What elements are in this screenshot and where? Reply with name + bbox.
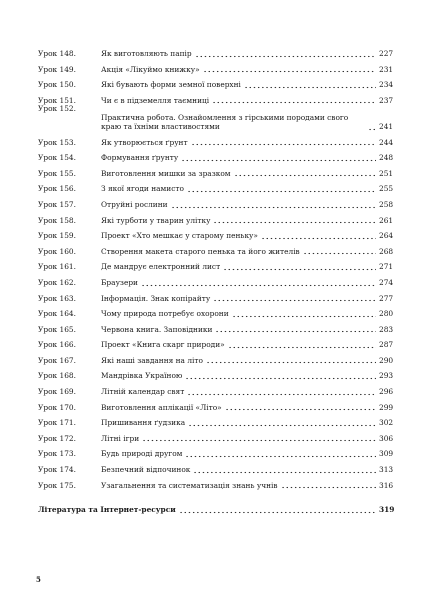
page-number: 316 (379, 480, 394, 490)
lesson-number: Урок 171. (38, 418, 76, 428)
lesson-number: Урок 150. (38, 80, 76, 90)
page-number: 299 (379, 402, 394, 412)
lesson-title: Червона книга. Заповідники (101, 324, 213, 334)
toc-entry (38, 147, 393, 163)
lesson-number: Урок 174. (38, 465, 76, 475)
dot-leader (193, 468, 376, 474)
lesson-number: Урок 158. (38, 215, 76, 225)
dot-leader (212, 98, 376, 104)
toc-entry-literature (38, 499, 393, 515)
dot-leader (261, 234, 376, 240)
lesson-number: Урок 169. (38, 387, 76, 397)
toc-entry (38, 412, 393, 428)
dot-leader (232, 312, 376, 318)
toc-entry (38, 210, 393, 226)
dot-leader (188, 421, 376, 427)
lesson-number: Урок 170. (38, 402, 76, 412)
page-number: 231 (379, 64, 394, 74)
page-number: 258 (379, 199, 394, 209)
page-number: 268 (379, 246, 394, 256)
page-number: 274 (379, 277, 394, 287)
dot-leader (195, 52, 376, 58)
toc-entry (38, 105, 393, 131)
dot-leader (179, 508, 376, 514)
toc-entry (38, 43, 393, 59)
dot-leader (187, 187, 376, 193)
page-number: 309 (379, 449, 394, 459)
toc-entry (38, 194, 393, 210)
lesson-number: Урок 161. (38, 262, 76, 272)
page-number: 227 (379, 49, 394, 58)
section-gap (38, 490, 393, 499)
lesson-number: Урок 160. (38, 246, 76, 256)
toc-entry (38, 443, 393, 459)
page-number: 248 (379, 153, 394, 163)
lesson-number: Урок 159. (38, 231, 76, 241)
dot-leader (142, 436, 376, 442)
footer-page-number: 5 (36, 575, 41, 584)
toc-entry (38, 90, 393, 106)
lesson-number: Урок 167. (38, 355, 76, 365)
dot-leader (141, 281, 376, 287)
lesson-title: Виготовлення аплікації «Літо» (101, 402, 222, 412)
toc-entry (38, 163, 393, 179)
dot-leader (303, 249, 376, 255)
lesson-title: Створення макета старого пенька та його жителів (101, 246, 300, 256)
toc-entry (38, 288, 393, 304)
dot-leader (185, 452, 376, 458)
lesson-number: Урок 153. (38, 137, 76, 147)
page-number: 319 (379, 505, 395, 515)
page-number: 280 (379, 309, 394, 319)
lesson-title: З якої ягоди намисто (101, 184, 184, 194)
lesson-title: Які бувають форми земної поверхні (101, 80, 241, 90)
dot-leader (191, 140, 376, 146)
page-number: 264 (379, 231, 394, 241)
dot-leader (281, 483, 376, 489)
toc-entry (38, 459, 393, 475)
lesson-title: Безпечний відпочинок (101, 465, 191, 475)
lesson-title: Як виготовляють папір (101, 49, 192, 58)
lesson-title: Проект «Книга скарг природи» (101, 340, 225, 350)
lesson-title: Пришивання ґудзика (101, 418, 186, 428)
table-of-contents (38, 43, 393, 515)
toc-entry (38, 74, 393, 90)
toc-entry (38, 381, 393, 397)
lesson-number: Урок 151. (38, 95, 76, 105)
toc-entry (38, 428, 393, 444)
toc-entry (38, 225, 393, 241)
lesson-number: Урок 172. (38, 433, 76, 443)
page-number: 306 (379, 433, 394, 443)
dot-leader (181, 156, 376, 162)
dot-leader (223, 265, 376, 271)
lesson-title: Мандрівка Україною (101, 371, 183, 381)
dot-leader (171, 203, 376, 209)
lesson-number: Урок 149. (38, 64, 76, 74)
lesson-number: Урок 165. (38, 324, 76, 334)
page-number: 237 (379, 95, 394, 105)
toc-entry (38, 256, 393, 272)
lesson-number: Урок 175. (38, 480, 76, 490)
toc-entry (38, 241, 393, 257)
lesson-number: Урок 168. (38, 371, 76, 381)
dot-leader (203, 67, 376, 73)
lesson-title: Інформація. Знак копірайту (101, 293, 211, 303)
toc-entry (38, 303, 393, 319)
page-number: 290 (379, 355, 394, 365)
dot-leader (187, 390, 376, 396)
dot-leader (234, 171, 376, 177)
toc-entry (38, 334, 393, 350)
lesson-title: Практична робота. Ознайомлення з гірськими породами свого краю та їхніми властивостями (101, 113, 349, 131)
toc-entry (38, 272, 393, 288)
dot-leader (368, 125, 376, 131)
page-number: 293 (379, 371, 394, 381)
literature-title: Література та Інтернет-ресурси (38, 505, 176, 515)
page-number: 287 (379, 340, 394, 350)
lesson-number: Урок 163. (38, 293, 76, 303)
lesson-number: Урок 162. (38, 277, 76, 287)
lesson-title: Як утворюється ґрунт (101, 137, 188, 147)
page-number: 261 (379, 215, 394, 225)
lesson-title: Браузери (101, 277, 138, 287)
dot-leader (213, 218, 376, 224)
dot-leader (244, 83, 376, 89)
page-number: 244 (379, 137, 394, 147)
lesson-number: Урок 164. (38, 309, 76, 319)
page-number: 302 (379, 418, 394, 428)
page-number: 255 (379, 184, 394, 194)
lesson-title: Чому природа потребує охорони (101, 309, 229, 319)
lesson-number: Урок 166. (38, 340, 76, 350)
lesson-title: Які наші завдання на літо (101, 355, 203, 365)
page-number: 283 (379, 324, 394, 334)
dot-leader (228, 343, 376, 349)
page-number: 251 (379, 168, 394, 178)
lesson-number: Урок 152. (38, 104, 76, 114)
lesson-title: Чи є в підземелля таємниці (101, 95, 210, 105)
page-number: 234 (379, 80, 394, 90)
lesson-number: Урок 148. (38, 49, 76, 58)
toc-entry (38, 350, 393, 366)
lesson-number: Урок 156. (38, 184, 76, 194)
dot-leader (225, 405, 376, 411)
lesson-title: Формування ґрунту (101, 153, 179, 163)
lesson-title: Отруйні рослини (101, 199, 168, 209)
page-number: 296 (379, 387, 394, 397)
lesson-number: Урок 157. (38, 199, 76, 209)
dot-leader (215, 327, 376, 333)
dot-leader (213, 296, 376, 302)
toc-entry (38, 59, 393, 75)
lesson-title: Літні ігри (101, 433, 140, 443)
lesson-number: Урок 155. (38, 168, 76, 178)
lesson-title: Проект «Хто мешкає у старому пеньку» (101, 231, 258, 241)
toc-entry (38, 365, 393, 381)
toc-entry (38, 397, 393, 413)
page-number: 271 (379, 262, 394, 272)
toc-entry (38, 132, 393, 148)
lesson-title: Літній календар свят (101, 387, 185, 397)
page-number: 241 (379, 121, 394, 131)
toc-entry (38, 178, 393, 194)
lesson-title: Виготовлення мишки за зразком (101, 168, 231, 178)
dot-leader (185, 374, 376, 380)
lesson-title: Які турботи у тварин улітку (101, 215, 211, 225)
page-number: 313 (379, 465, 394, 475)
lesson-title: Будь природі другом (101, 449, 183, 459)
toc-entry (38, 319, 393, 335)
lesson-title: Акція «Лікуймо книжку» (101, 64, 200, 74)
lesson-number: Урок 154. (38, 153, 76, 163)
dot-leader (206, 358, 376, 364)
lesson-title: Узагальнення та систематизація знань учнів (101, 480, 278, 490)
toc-entry (38, 475, 393, 491)
page-number: 277 (379, 293, 394, 303)
lesson-title: Де мандрує електронний лист (101, 262, 221, 272)
lesson-number: Урок 173. (38, 449, 76, 459)
